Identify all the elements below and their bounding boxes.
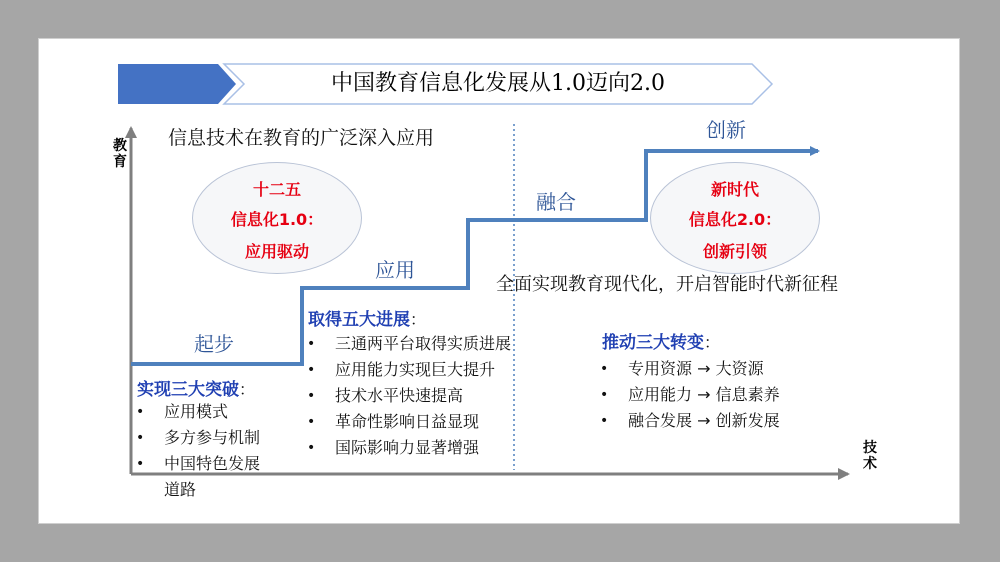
breakthroughs-heading-text: 实现三大突破	[137, 380, 239, 400]
stage-label-innovation: 创新	[706, 118, 746, 142]
breakthroughs-list	[134, 399, 260, 503]
stage-label-apply: 应用	[375, 258, 415, 282]
left-ellipse-line2: 信息化1.0：	[230, 210, 324, 229]
breakthroughs-colon: ：	[239, 380, 256, 399]
list-item: • 国际影响力显著增强	[305, 435, 511, 461]
list-item: • 中国特色发展	[134, 451, 260, 477]
transforms-colon: ：	[704, 333, 721, 352]
top-subtitle: 信息技术在教育的广泛深入应用	[168, 127, 435, 149]
list-item: • 应用模式	[134, 399, 260, 425]
list-item: • 专用资源 → 大资源	[598, 356, 780, 382]
stage-label-fusion: 融合	[536, 190, 576, 214]
diagram-title: 中国教育信息化发展从1.0迈向2.0	[331, 71, 665, 96]
banner-block	[118, 64, 236, 104]
y-axis-label-text: 教育	[113, 138, 127, 170]
right-ellipse-line1: 新时代	[710, 180, 759, 199]
x-axis-label	[862, 440, 878, 472]
list-item-continuation	[134, 477, 260, 503]
x-axis-label-text: 技术	[863, 440, 877, 472]
progress-colon: ：	[410, 310, 427, 329]
right-ellipse	[650, 162, 820, 274]
list-item-cont-text: 道路	[164, 480, 197, 499]
list-item: • 技术水平快速提高	[305, 383, 511, 409]
list-item: • 革命性影响日益显现	[305, 409, 511, 435]
list-item: • 融合发展 → 创新发展	[598, 408, 780, 434]
left-ellipse	[192, 162, 362, 274]
stage-label-start: 起步	[194, 332, 234, 356]
list-item: • 三通两平台取得实质进展	[305, 331, 511, 357]
progress-heading-text: 取得五大进展	[308, 310, 410, 330]
y-axis-label	[112, 138, 128, 170]
list-item: • 应用能力 → 信息素养	[598, 382, 780, 408]
breakthroughs-heading	[137, 375, 255, 400]
transforms-list	[598, 356, 780, 434]
progress-heading	[308, 305, 426, 330]
left-ellipse-line3: 应用驱动	[244, 242, 309, 261]
right-ellipse-line2: 信息化2.0：	[688, 210, 782, 229]
right-ellipse-line3: 创新引领	[702, 242, 767, 261]
list-item: • 多方参与机制	[134, 425, 260, 451]
left-ellipse-line1: 十二五	[252, 180, 301, 199]
transforms-heading	[602, 328, 720, 353]
list-item: • 应用能力实现巨大提升	[305, 357, 511, 383]
right-caption: 全面实现教育现代化，开启智能时代新征程	[496, 274, 838, 295]
transforms-heading-text: 推动三大转变	[602, 333, 704, 353]
progress-list	[305, 331, 511, 461]
